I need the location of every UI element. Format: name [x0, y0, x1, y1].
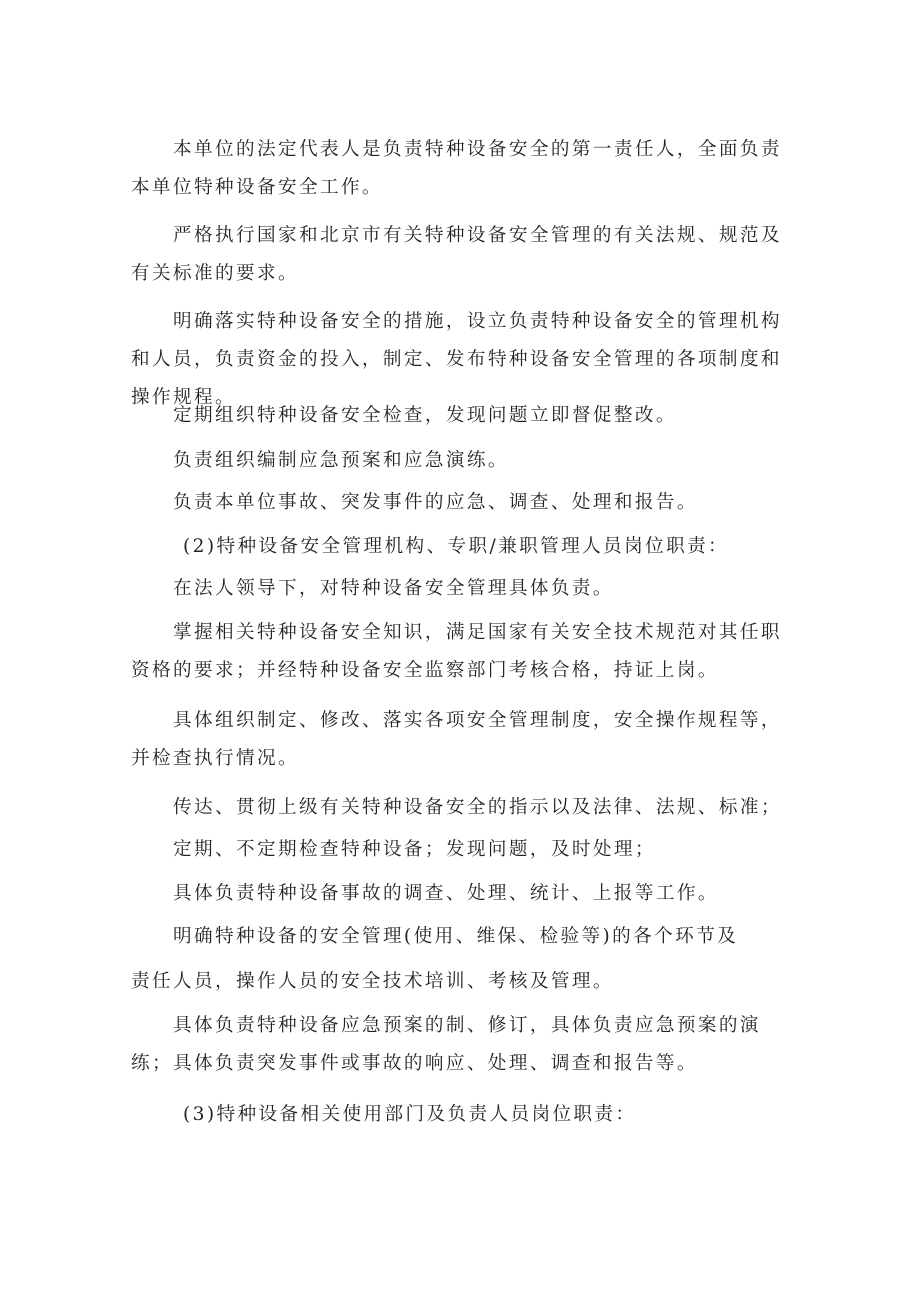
paragraph-management-links: 明确特种设备的安全管理(使用、维保、检验等)的各个环节及: [173, 926, 739, 947]
paragraph-knowledge-qualification: 掌握相关特种设备安全知识，满足国家有关安全技术规范对其任职资格的要求；并经特种设备安全监察部门考核合格，持证上岗。: [131, 622, 782, 681]
paragraph-management-system: 具体组织制定、修改、落实各项安全管理制度，安全操作规程等，并检查执行情况。: [131, 710, 782, 769]
paragraph-personnel-training: 责任人员，操作人员的安全技术培训、考核及管理。: [131, 971, 614, 992]
section-heading-3: (3)特种设备相关使用部门及负责人员岗位职责：: [183, 1104, 637, 1125]
paragraph-convey-instructions: 传达、贯彻上级有关特种设备安全的指示以及法律、法规、标准；: [173, 797, 782, 818]
paragraph-periodic-inspection: 定期组织特种设备安全检查，发现问题立即督促整改。: [173, 405, 677, 426]
paragraph-emergency-drills: 具体负责特种设备应急预案的制、修订，具体负责应急预案的演练；具体负责突发事件或事故的响应、处理、调查和报告等。: [131, 1015, 761, 1074]
paragraph-emergency-plan: 负责组织编制应急预案和应急演练。: [173, 450, 509, 471]
section-heading-2: (2)特种设备安全管理机构、专职/兼职管理人员岗位职责：: [183, 536, 730, 557]
paragraph-legal-representative: 本单位的法定代表人是负责特种设备安全的第一责任人，全面负责本单位特种设备安全工作。: [131, 139, 782, 198]
paragraph-accident-reporting: 负责本单位事故、突发事件的应急、调查、处理和报告。: [173, 492, 698, 513]
paragraph-comply-regulations: 严格执行国家和北京市有关特种设备安全管理的有关法规、规范及有关标准的要求。: [131, 225, 782, 284]
paragraph-accident-investigation: 具体负责特种设备事故的调查、处理、统计、上报等工作。: [173, 883, 719, 904]
paragraph-safety-measures: 明确落实特种设备安全的措施，设立负责特种设备安全的管理机构和人员，负责资金的投入，制定、发布特种设备安全管理的各项制度和操作规程。: [131, 311, 782, 408]
paragraph-regular-checks: 定期、不定期检查特种设备；发现问题，及时处理；: [173, 839, 656, 860]
paragraph-under-legal-person: 在法人领导下，对特种设备安全管理具体负责。: [173, 578, 614, 599]
